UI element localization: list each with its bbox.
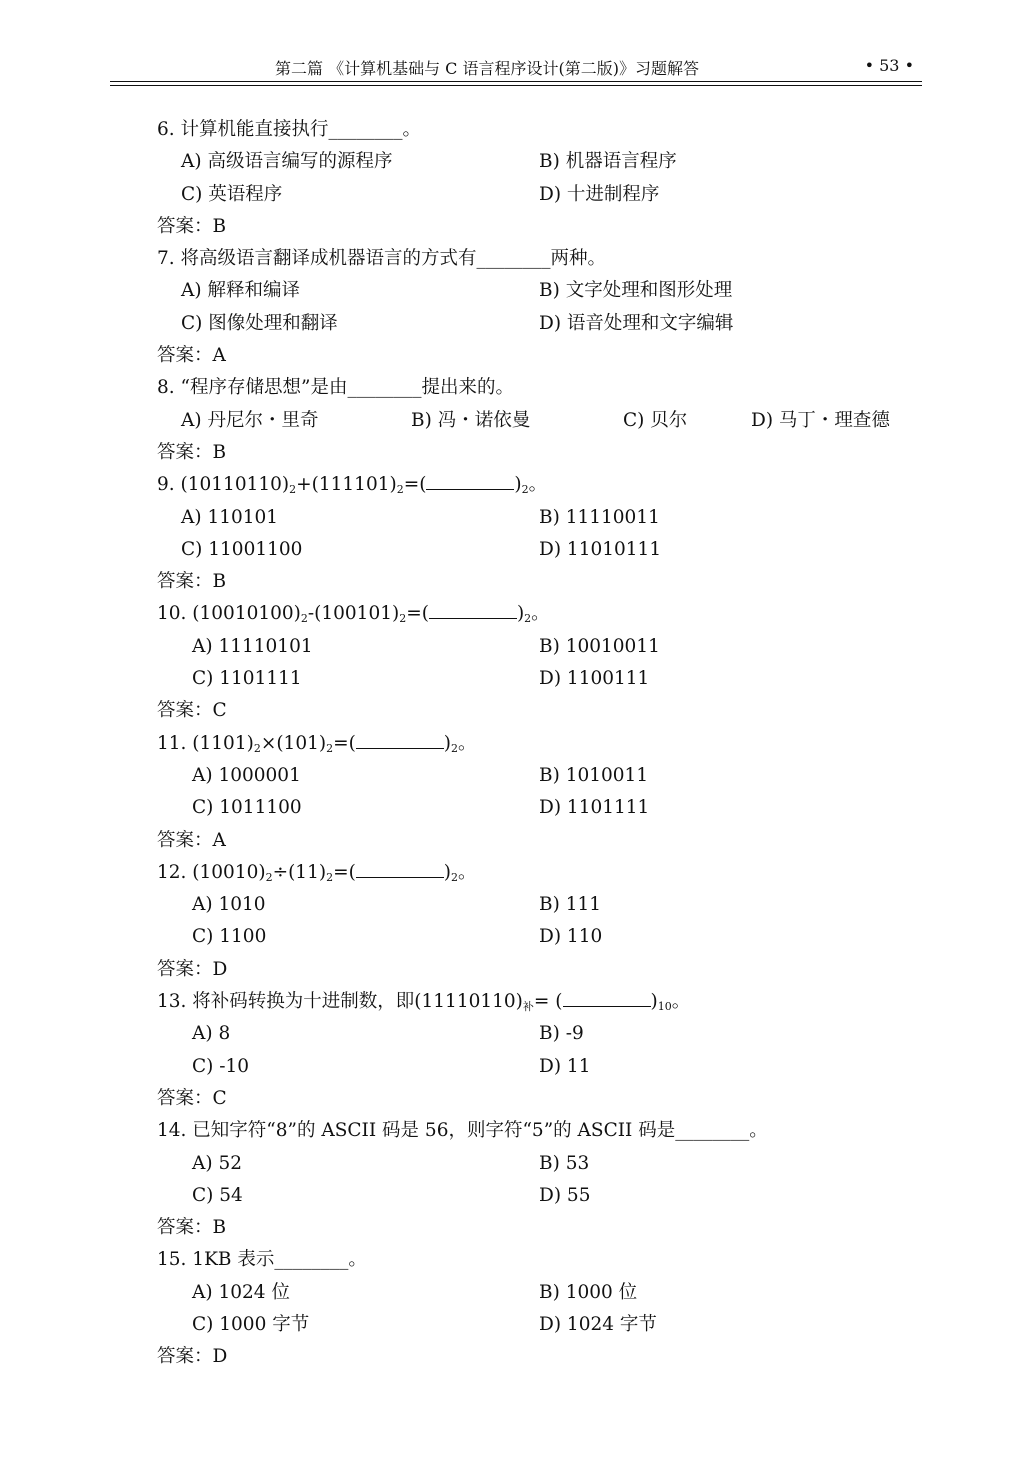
question-6	[157, 114, 917, 243]
option-d: D) 11010111	[539, 538, 662, 560]
option-d: D) 十进制程序	[539, 183, 660, 205]
options-row	[157, 405, 917, 437]
options-row	[157, 308, 917, 340]
options-row	[157, 663, 917, 695]
question-10	[157, 598, 917, 727]
question-list	[157, 114, 917, 1374]
options-row	[157, 1309, 917, 1341]
question-stem: 11. $(1101)_2\times(101)_2=$( )$_2$。	[157, 728, 917, 760]
option-a: A) 8	[192, 1023, 231, 1045]
answer: 答案：B	[157, 571, 227, 593]
option-b: B) -9	[539, 1023, 584, 1045]
option-a: A) 52	[192, 1152, 242, 1174]
option-d: D) 1101111	[539, 797, 650, 819]
running-header	[110, 56, 922, 82]
question-7	[157, 243, 917, 372]
option-c: C) 贝尔	[623, 409, 688, 431]
option-b: B) 冯・诺依曼	[411, 409, 531, 431]
question-stem: 12. $(10010)_2\div(11)_2=$( )$_2$。	[157, 857, 917, 889]
option-b: B) 10010011	[539, 635, 660, 657]
question-13	[157, 986, 917, 1115]
option-a: A) 高级语言编写的源程序	[181, 151, 393, 173]
answer: 答案：C	[157, 700, 227, 722]
options-row	[157, 179, 917, 211]
question-9	[157, 469, 917, 598]
option-d: D) 110	[539, 926, 603, 948]
option-b: B) 1010011	[539, 764, 649, 786]
option-c: C) 1011100	[192, 797, 302, 819]
options-row	[157, 1148, 917, 1180]
option-c: C) 图像处理和翻译	[181, 312, 338, 334]
answer-blank	[429, 600, 517, 619]
option-b: B) 53	[539, 1152, 590, 1174]
question-8	[157, 372, 917, 469]
option-d: D) 11	[539, 1055, 591, 1077]
option-a: A) 11110101	[192, 635, 313, 657]
question-stem: 15. 1KB 表示________。	[157, 1249, 367, 1271]
option-d: D) 1100111	[539, 668, 650, 690]
option-a: A) 解释和编译	[181, 280, 300, 302]
option-d: D) 55	[539, 1184, 591, 1206]
option-c: C) 1101111	[192, 668, 302, 690]
answer: 答案：B	[157, 441, 227, 463]
option-c: C) 英语程序	[181, 183, 283, 205]
header-rule-thin	[110, 85, 922, 86]
answer-blank	[356, 859, 444, 878]
options-row	[157, 502, 917, 534]
options-row	[157, 1180, 917, 1212]
question-11	[157, 728, 917, 857]
question-stem: 7. 将高级语言翻译成机器语言的方式有________两种。	[157, 248, 607, 270]
question-15	[157, 1244, 917, 1373]
answer: 答案：C	[157, 1087, 227, 1109]
options-row	[157, 275, 917, 307]
answer: 答案：A	[157, 345, 226, 367]
options-row	[157, 1018, 917, 1050]
option-a: A) 1024 位	[192, 1281, 290, 1303]
options-row	[157, 1051, 917, 1083]
options-row	[157, 792, 917, 824]
answer-blank	[426, 471, 514, 490]
options-row	[157, 631, 917, 663]
question-stem: 10. $(10010100)_2-(100101)_2=$( )$_2$。	[157, 598, 917, 630]
question-stem: 6. 计算机能直接执行________。	[157, 119, 422, 140]
question-14	[157, 1115, 917, 1244]
options-row	[157, 1277, 917, 1309]
option-c: C) 1000 字节	[192, 1313, 310, 1335]
option-c: C) 54	[192, 1184, 243, 1206]
option-a: A) 1000001	[192, 764, 301, 786]
answer: 答案：B	[157, 215, 227, 237]
page-number: • 53 •	[864, 56, 914, 75]
question-stem: 13. 将补码转换为十进制数，即$(11110110)_补=$ ( )$_{10}$。	[157, 986, 917, 1018]
header-title: 第二篇 《计算机基础与 C 语言程序设计(第二版)》习题解答	[275, 59, 699, 78]
options-row	[157, 534, 917, 566]
option-a: A) 1010	[192, 894, 266, 916]
answer: 答案：B	[157, 1217, 227, 1239]
option-d: D) 语音处理和文字编辑	[539, 312, 734, 334]
header-rule	[110, 81, 922, 82]
option-c: C) 11001100	[181, 538, 303, 560]
option-a: A) 丹尼尔・里奇	[181, 409, 319, 431]
options-row	[157, 760, 917, 792]
options-row	[157, 146, 917, 178]
option-b: B) 11110011	[539, 506, 660, 528]
options-row	[157, 889, 917, 921]
option-b: B) 1000 位	[539, 1281, 638, 1303]
question-stem: 8. “程序存储思想”是由________提出来的。	[157, 377, 514, 399]
answer: 答案：D	[157, 1346, 228, 1368]
option-b: B) 111	[539, 894, 602, 916]
answer: 答案：A	[157, 829, 226, 851]
answer: 答案：D	[157, 958, 228, 980]
question-stem: 14. 已知字符“8”的 ASCII 码是 56，则字符“5”的 ASCII 码是________。	[157, 1120, 768, 1142]
answer-blank	[356, 730, 444, 749]
option-c: C) -10	[192, 1055, 250, 1077]
option-d: D) 马丁・理查德	[751, 409, 890, 431]
question-stem: 9. $(10110110)_2+(111101)_2=$( )$_2$。	[157, 469, 917, 501]
question-12	[157, 857, 917, 986]
option-c: C) 1100	[192, 926, 267, 948]
option-d: D) 1024 字节	[539, 1313, 657, 1335]
options-row	[157, 921, 917, 953]
option-b: B) 文字处理和图形处理	[539, 280, 733, 302]
option-b: B) 机器语言程序	[539, 151, 677, 173]
option-a: A) 110101	[181, 506, 279, 528]
answer-blank	[563, 988, 651, 1007]
